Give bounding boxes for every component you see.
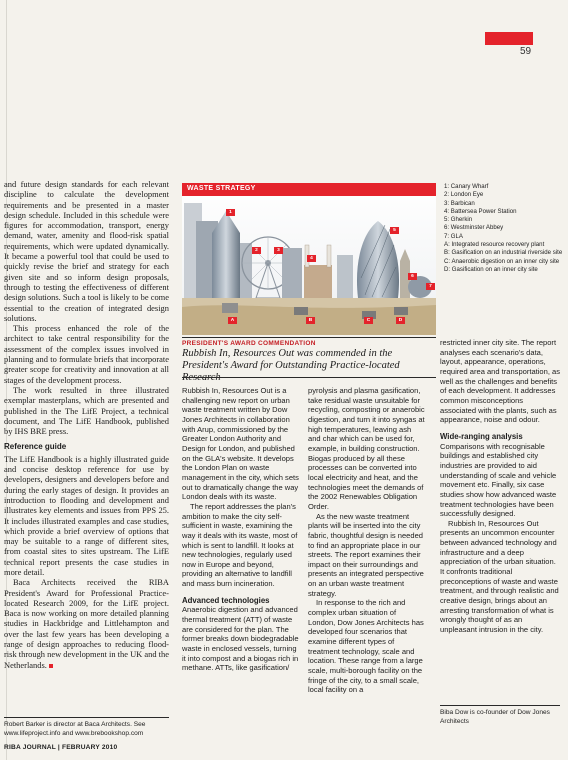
marker-1: 1	[226, 209, 235, 216]
legend-item: 6: Westminster Abbey	[444, 224, 504, 232]
legend-item: 3: Barbican	[444, 199, 475, 207]
marker-3: 3	[274, 247, 283, 254]
marker-a: A	[228, 317, 237, 324]
body-paragraph: Rubbish In, Resources Out presents an uncommon encounter between advanced technology and infrastructure and a deep appreciation of the urban situation. It confronts traditional preconceptions of waste and waste treatment, and through realistic and creative design, brings about an arresting transformation of what is wrongly thought of as an unpleasant intrusion in the city.	[440, 518, 559, 635]
body-column-1	[182, 380, 300, 673]
right-footnote-rule	[440, 705, 560, 706]
left-paragraph-text: Baca Architects received the RIBA President's Award for Professional Practice-located Research 2009, for the LifE project. Baca is now working on more detailed planning studies in Hackbridge and Littlehampton and over the last few years has been developing a range of design approaches to reducing flood-risk through new development in the UK and the Netherlands.	[4, 577, 169, 670]
marker-5: 5	[390, 227, 399, 234]
body-paragraph: In response to the rich and complex urban situation of London, Dow Jones Architects has developed four scenarios that examine different types of treatment technology, scale and location. These range from a large scale, multi-borough facility on the fringe of the city, to a small scale, local facility on a	[308, 598, 424, 695]
body-paragraph: pyrolysis and plasma gasification, take residual waste unsuitable for recycling, composting or anaerobic digestion, and turn it into syngas at high temperatures, leaving ash and char which can be used for, example, in building construction. Biogas produced by all these processes can be converted into local electricity and heat, and the technologies meet the demands of the 2002 Renewables Obligation Order.	[308, 386, 425, 511]
legend-item: D: Gasification on an inner city site	[444, 265, 538, 273]
page-footer: RIBA JOURNAL | FEBRUARY 2010	[4, 744, 118, 751]
marker-c: C	[364, 317, 373, 324]
body-paragraph: restricted inner city site. The report analyses each scenario's data, layout, appearance, operations, required area and transportation, as well as the challenges and benefits of each development. It addresses common misconceptions associated with the plants, such as appearance, noise and odour.	[440, 338, 560, 425]
body-subhead: Wide-ranging analysis	[440, 431, 523, 441]
left-footnote-rule	[4, 717, 169, 718]
marker-d: D	[396, 317, 405, 324]
body-column-2	[308, 386, 425, 695]
left-paragraph	[4, 577, 169, 670]
left-paragraph: The work resulted in three illustrated exemplar masterplans, which are presented and published in the The LifE Project, a technical document, and The LifE Handbook, published by IHS BRE press.	[4, 384, 169, 437]
left-footnote: Robert Barker is director at Baca Architects. See www.lifeproject.info and www.brebookshop.com	[4, 721, 146, 737]
body-paragraph: Comparisons with recognisable buildings and established city industries are provided to aid understanding of scale and vehicle movement etc. Finally, six case studies show how advanced waste treatment technologies have been successfully designed.	[440, 441, 557, 519]
body-subhead: Advanced technologies	[182, 595, 270, 605]
legend-item: 4: Battersea Power Station	[444, 207, 517, 215]
section-tab	[485, 32, 533, 45]
award-top-rule	[182, 337, 436, 338]
left-paragraph: This process enhanced the role of the architect to take central responsibility for the assessment of the complex issues involved in planning and to formulate briefs that incorporate greater scope for creativity and innovation at all stages of the development process.	[4, 323, 169, 385]
waste-strategy-figure	[182, 183, 436, 335]
body-paragraph-text: Rubbish In, Resources Out is a challenging new report on urban waste treatment written by Dow Jones Architects in collaboration with Arup, commissioned by the Greater London Authority and Design for London, and published on the GLA's website. It develops the London Plan on waste management in the city, which sets out to dramatically change the way London deals with its waste.	[182, 386, 299, 502]
award-label: PRESIDENT'S AWARD COMMENDATION	[182, 340, 316, 347]
figure-label: WASTE STRATEGY	[187, 185, 256, 192]
end-mark-icon	[49, 664, 53, 668]
legend-item: 1: Canary Wharf	[444, 183, 489, 190]
legend-item: B: Gasification on an industrial riverside site	[444, 249, 563, 257]
legend-item: 2: London Eye	[444, 191, 484, 199]
legend-item: C: Anaerobic digestion on an inner city site	[444, 257, 560, 265]
figure-label-bar	[182, 183, 436, 196]
marker-b: B	[306, 317, 315, 324]
marker-4: 4	[307, 255, 316, 262]
legend-item: A: Integrated resource recovery plant	[444, 241, 545, 249]
award-headline: Rubbish In, Resources Out was commended in the President's Award for Outstanding Practice-located	[182, 348, 400, 372]
body-paragraph: As the new waste treatment plants will be inserted into the city fabric, thoughtful design is needed to find an appropriate place in our streets. The report examines their impact on their surroundings and presents an integrated perspective on an urban waste treatment strategy.	[308, 511, 424, 598]
marker-7: 7	[426, 283, 435, 290]
award-bottom-rule	[182, 377, 436, 378]
body-paragraph	[182, 386, 300, 502]
left-column	[4, 179, 169, 670]
left-subhead: Reference guide	[4, 442, 67, 452]
body-column-3	[440, 338, 560, 635]
figure-legend	[444, 183, 562, 274]
right-footnote: Biba Dow is co-founder of Dow Jones Architects	[440, 709, 550, 725]
page-number: 59	[520, 46, 532, 57]
legend-item: 5: Gherkin	[444, 216, 473, 224]
legend-item: 7: GLA	[444, 232, 463, 240]
left-paragraph: The LifE Handbook is a highly illustrated guide and concise desktop reference for use by developers, designers and developers before and during the early stages of design. It provides an introduction to flooding and development and illustrates key elements and issues from PPS 25. It includes illustrated examples and case studies, which provide a brief overview of options that may be suitable to a range of different sites, from coastal sites to sites upstream. The LifE technical report presents the case studies in more detail.	[4, 453, 169, 577]
left-paragraph: and future design standards for each relevant discipline to calculate the development requirements and be presented in a master design schedule. Included in this schedule were figures for accommodation, transport, energy demand, water, amenity and flood-risk spatial requirements, which were updated dynamically. It became a powerful tool that could be used to quickly revise the brief and strategy for each given site and so inform design proposals, through to testing the effectiveness of different design solutions. Such a tool is likely to be come essential to the creation of integrated design solutions.	[4, 179, 169, 323]
marker-6: 6	[408, 273, 417, 280]
body-paragraph: Anaerobic digestion and advanced thermal treatment (ATT) of waste are considered for the plan. The former breaks down biodegradable waste in enclosed vessels, turning it into compost and a biogas rich in methane. ATTs, like gasification/	[182, 605, 299, 673]
body-paragraph: The report addresses the plan's ambition to make the city self-sufficient in waste, examining the way it deals with its waste, most of which is sent to landfill. It looks at new technologies, regularly used now in Europe and beyond, providing an alternative to landfill and mass burn incineration.	[182, 501, 298, 589]
marker-2: 2	[252, 247, 261, 254]
